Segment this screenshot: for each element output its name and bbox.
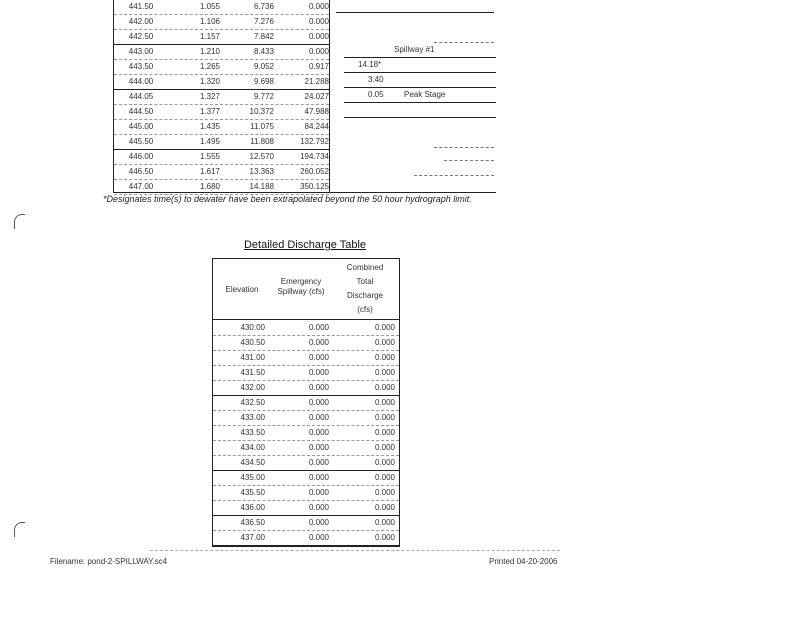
table-cell: 446.00: [128, 152, 154, 161]
table-row: [114, 29, 329, 45]
table-cell: 0.000: [374, 503, 395, 512]
table-cell: 9.052: [253, 62, 274, 71]
table-cell: 0.000: [308, 338, 329, 347]
table-cell: 0.000: [308, 488, 329, 497]
table-cell: 442.00: [128, 17, 154, 26]
header-spillway-line1: Emergency: [280, 277, 322, 286]
header-elevation: Elevation: [225, 285, 259, 294]
peak-value: 3.40: [368, 75, 384, 84]
table-row: [114, 164, 329, 180]
table-cell: 21.288: [304, 77, 329, 86]
table-cell: 444.05: [128, 92, 154, 101]
table-row: [114, 119, 329, 135]
table-cell: 1.495: [199, 137, 220, 146]
table-cell: 9.772: [253, 92, 274, 101]
table-row: [213, 455, 399, 471]
table-cell: 194.734: [300, 152, 329, 161]
table-row: [213, 350, 399, 366]
table-cell: 11.075: [250, 122, 274, 131]
table-row: [213, 470, 399, 486]
table-row: [213, 395, 399, 411]
table-cell: 0.000: [374, 458, 395, 467]
table-cell: 0.000: [374, 323, 395, 332]
table-cell: 442.50: [128, 32, 154, 41]
table-row: [114, 149, 329, 165]
table-cell: 0.000: [308, 383, 329, 392]
rule-line: [434, 147, 494, 148]
rule-line: [414, 175, 494, 176]
table-cell: 432.50: [240, 398, 265, 407]
table-cell: 447.00: [128, 182, 154, 191]
table-cell: 1.320: [199, 77, 220, 86]
stage-storage-table: [113, 0, 496, 193]
binder-mark: [14, 214, 25, 229]
header-total-line2: Total: [356, 277, 374, 286]
table-row: [213, 500, 399, 516]
table-cell: 13.363: [249, 167, 274, 176]
header-emergency-spillway: [269, 277, 333, 297]
table-row: [114, 104, 329, 120]
filename-label: Filename: pond-2-SPILLWAY.sc4: [50, 557, 168, 566]
table-cell: 24.027: [304, 92, 329, 101]
table-row: [213, 425, 399, 441]
table-cell: 0.000: [374, 398, 395, 407]
footer-rule: [150, 550, 560, 551]
table-cell: 84.244: [304, 122, 329, 131]
table-cell: 434.50: [240, 458, 265, 467]
printed-date: Printed 04-20-2006: [489, 557, 558, 566]
table-row: [114, 59, 329, 75]
table-cell: 1.680: [199, 182, 220, 191]
table-cell: 445.50: [128, 137, 154, 146]
column-divider: [329, 0, 330, 192]
table-cell: 1.555: [199, 152, 220, 161]
rule-line: [344, 87, 496, 88]
peak-stage-value: 0.05: [368, 90, 384, 99]
table-cell: 1.157: [199, 32, 220, 41]
footnote: *Designates time(s) to dewater have been extrapolated beyond the 50 hour hydrograph limit.: [103, 194, 472, 204]
table-cell: 437.00: [240, 533, 265, 542]
table-cell: 0.000: [374, 428, 395, 437]
table-cell: 431.50: [240, 368, 265, 377]
table-cell: 7.276: [253, 17, 274, 26]
table-cell: 1.327: [199, 92, 220, 101]
table-cell: 0.000: [374, 518, 395, 527]
binder-mark: [14, 522, 25, 537]
table-cell: 0.000: [374, 353, 395, 362]
table-cell: 9.698: [253, 77, 274, 86]
table-cell: 0.000: [374, 488, 395, 497]
table-row: [213, 335, 399, 351]
table-cell: 446.50: [128, 167, 154, 176]
table-cell: 434.00: [240, 443, 265, 452]
table-cell: 433.50: [240, 428, 265, 437]
header-total-line4: (cfs): [357, 305, 373, 314]
table-cell: 430.00: [240, 323, 265, 332]
spillway-label: Spillway #1: [394, 45, 435, 54]
table-cell: 12.570: [249, 152, 274, 161]
table-row: [213, 320, 399, 336]
dewater-time-value: 14.18*: [358, 60, 382, 69]
table-row: [213, 365, 399, 381]
table-cell: 1.106: [199, 17, 220, 26]
header-total-line3: Discharge: [346, 291, 383, 300]
table-cell: 0.000: [308, 518, 329, 527]
table-cell: 350.125: [300, 182, 329, 191]
table-cell: 0.000: [308, 323, 329, 332]
table-row: [213, 485, 399, 501]
table-cell: 1.055: [199, 2, 220, 11]
table-cell: 11.808: [250, 137, 274, 146]
table-cell: 0.000: [308, 17, 329, 26]
table-cell: 1.377: [199, 107, 220, 116]
table-row: [114, 89, 329, 105]
table-cell: 1.265: [199, 62, 220, 71]
table-row: [213, 410, 399, 426]
rule-line: [336, 12, 494, 13]
table-cell: 0.000: [374, 413, 395, 422]
table-cell: 435.50: [240, 488, 265, 497]
table-row: [213, 530, 399, 546]
table-cell: 444.00: [128, 77, 154, 86]
rule-line: [344, 102, 496, 103]
table-cell: 430.50: [240, 338, 265, 347]
table-cell: 0.000: [308, 353, 329, 362]
table-cell: 0.000: [308, 413, 329, 422]
table-cell: 0.000: [308, 428, 329, 437]
table-cell: 0.000: [374, 368, 395, 377]
table-cell: 0.000: [308, 533, 329, 542]
table-cell: 7.842: [253, 32, 274, 41]
table-cell: 0.000: [308, 473, 329, 482]
table-cell: 0.000: [308, 47, 329, 56]
table-cell: 132.792: [300, 137, 329, 146]
table-cell: 445.00: [128, 122, 154, 131]
table-cell: 436.00: [240, 503, 265, 512]
rule-line: [434, 42, 494, 43]
table-cell: 1.435: [199, 122, 220, 131]
rule-line: [344, 117, 496, 118]
table-cell: 0.000: [308, 458, 329, 467]
table-row: [213, 440, 399, 456]
table-cell: 444.50: [128, 107, 154, 116]
header-total-line1: Combined: [346, 263, 384, 272]
table-cell: 435.00: [240, 473, 265, 482]
table-cell: 441.50: [128, 2, 154, 11]
table-cell: 432.00: [240, 383, 265, 392]
table-cell: 0.000: [308, 368, 329, 377]
table-cell: 1.210: [199, 47, 220, 56]
table-cell: 0.000: [374, 533, 395, 542]
table-cell: 8.433: [253, 47, 274, 56]
rule-line: [344, 57, 496, 58]
table-cell: 431.00: [240, 353, 265, 362]
rule-line: [444, 160, 494, 161]
rule-line: [344, 72, 496, 73]
table-row: [114, 179, 329, 195]
table-cell: 14.188: [249, 182, 274, 191]
table-cell: 0.000: [308, 398, 329, 407]
table-cell: 0.000: [374, 338, 395, 347]
table-row: [114, 14, 329, 30]
table-cell: 436.50: [240, 518, 265, 527]
table-cell: 0.000: [374, 443, 395, 452]
table-cell: 47.988: [304, 107, 329, 116]
table-cell: 0.000: [308, 2, 329, 11]
table-cell: 433.00: [240, 413, 265, 422]
peak-stage-label: Peak Stage: [404, 90, 446, 99]
table-cell: 260.052: [300, 167, 329, 176]
table-row: [213, 515, 399, 531]
detailed-discharge-table: [212, 258, 400, 547]
table-cell: 0.000: [308, 503, 329, 512]
table-row: [213, 380, 399, 396]
table-cell: 0.917: [308, 62, 329, 71]
header-combined-total: [337, 261, 393, 317]
table-cell: 10.372: [249, 107, 274, 116]
table-cell: 1.617: [199, 167, 220, 176]
table-cell: 0.000: [308, 32, 329, 41]
table-row: [114, 0, 329, 15]
table-row: [114, 74, 329, 90]
table-cell: 443.00: [128, 47, 154, 56]
table-cell: 0.000: [374, 473, 395, 482]
table-cell: 0.000: [308, 443, 329, 452]
table-row: [114, 134, 329, 150]
discharge-table-title: Detailed Discharge Table: [243, 239, 367, 251]
table-cell: 6.736: [253, 2, 274, 11]
table-cell: 0.000: [374, 383, 395, 392]
header-spillway-line2: Spillway (cfs): [277, 287, 325, 296]
table-row: [114, 44, 329, 60]
table-cell: 443.50: [128, 62, 154, 71]
